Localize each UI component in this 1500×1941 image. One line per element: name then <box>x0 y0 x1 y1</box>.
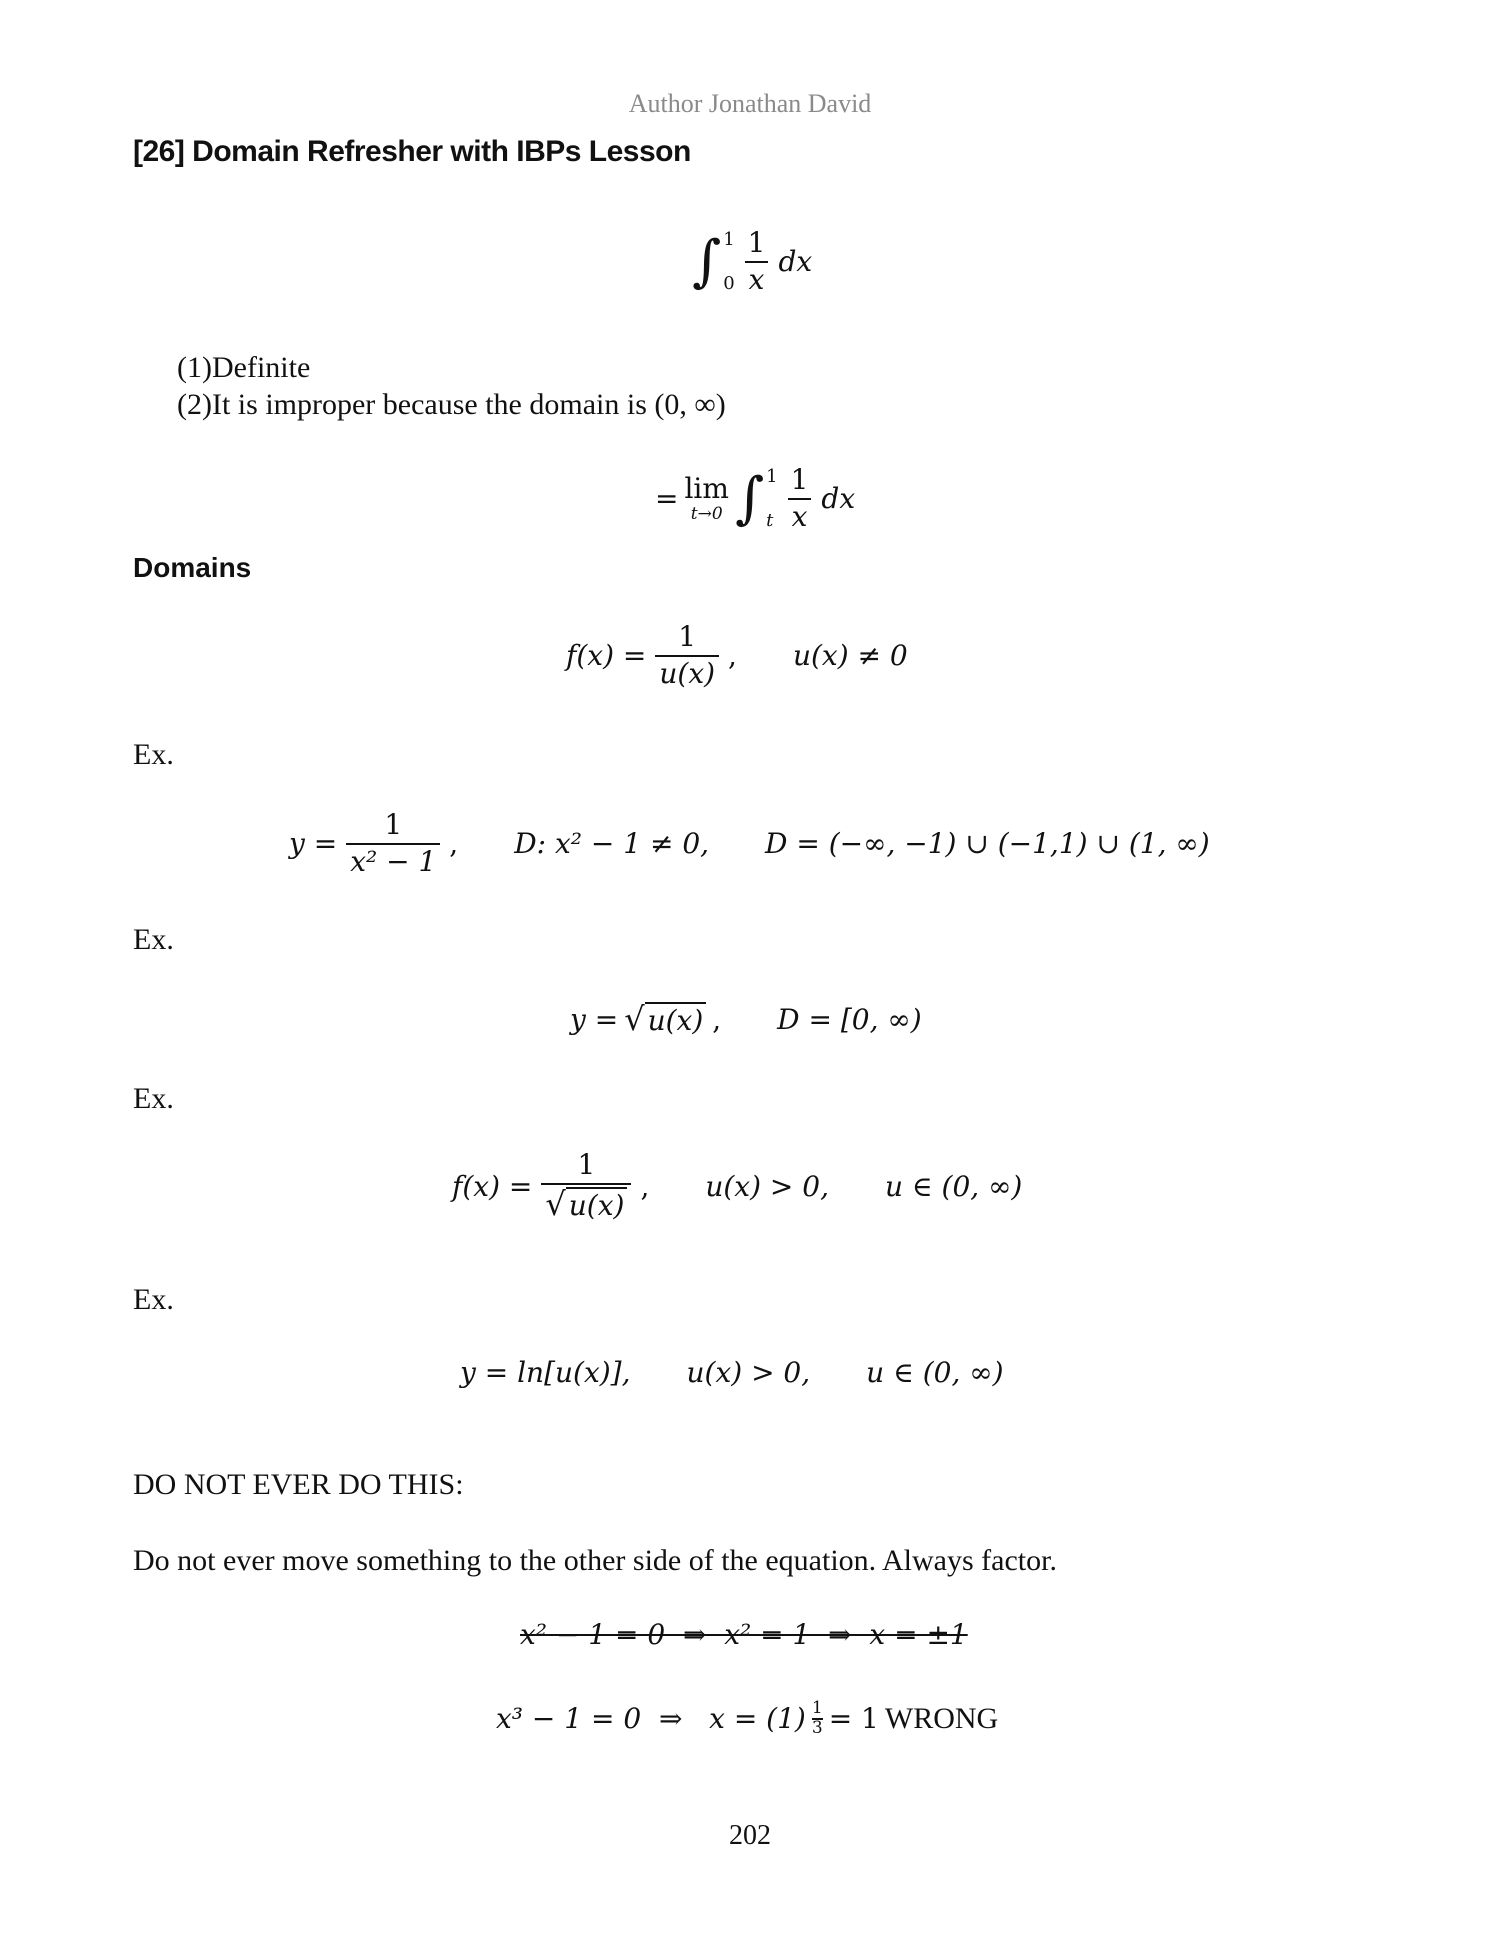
radicand: u(x) <box>566 1187 628 1223</box>
comma: , <box>449 827 459 861</box>
lesson-title: [26] Domain Refresher with IBPs Lesson <box>133 135 691 168</box>
rhs: = 1 <box>828 1702 879 1736</box>
integral-symbol: ∫ <box>734 465 765 531</box>
denominator: x <box>745 261 769 296</box>
note-2: (2)It is improper because the domain is (0, ∞) <box>177 388 726 421</box>
limit-operator <box>684 474 728 523</box>
integral-sign <box>692 230 735 294</box>
square-root <box>624 1002 706 1038</box>
condition: D: x² − 1 ≠ 0, <box>514 827 710 861</box>
domain: u ∈ (0, ∞) <box>885 1169 1023 1203</box>
domain: u ∈ (0, ∞) <box>866 1356 1004 1389</box>
fraction <box>655 622 719 690</box>
fraction <box>346 810 440 878</box>
fraction <box>744 228 770 296</box>
lhs: y = <box>289 827 338 861</box>
exponent-denominator: 3 <box>811 1717 823 1738</box>
struck-out-equation: x² − 1 = 0 ⇒ x² = 1 ⇒ x = ±1 <box>520 1618 968 1651</box>
wrong-equation <box>496 1700 998 1738</box>
integral-symbol: ∫ <box>692 228 722 294</box>
example-label: Ex. <box>133 923 174 956</box>
differential: dx <box>778 245 813 279</box>
numerator: 1 <box>790 463 809 496</box>
comma: , <box>712 1003 722 1037</box>
sqrt-symbol: √ <box>545 1185 566 1224</box>
radicand: u(x) <box>645 1002 707 1038</box>
exponent-numerator: 1 <box>811 1698 823 1718</box>
square-root <box>545 1187 627 1223</box>
page-header-author: Author Jonathan David <box>628 89 872 118</box>
integral-limits <box>766 467 777 531</box>
example-label: Ex. <box>133 1082 174 1115</box>
example-2 <box>570 1002 922 1038</box>
domains-heading: Domains <box>133 552 252 583</box>
denominator <box>541 1183 631 1223</box>
comma: , <box>728 639 737 673</box>
example-1 <box>289 810 1210 878</box>
lhs: f(x) = <box>452 1169 533 1203</box>
integral-limits <box>723 230 734 294</box>
numerator: 1 <box>678 620 697 653</box>
example-4 <box>460 1356 1004 1389</box>
example-label: Ex. <box>133 1283 174 1316</box>
lhs: y = <box>570 1003 619 1037</box>
lower-limit: 0 <box>723 272 735 294</box>
condition: u(x) > 0, <box>705 1169 829 1203</box>
limit-subscript: t→0 <box>690 503 723 524</box>
sqrt-symbol: √ <box>624 1000 645 1039</box>
denominator: u(x) <box>655 655 719 690</box>
exponent-fraction <box>812 1700 823 1738</box>
integral-expression <box>692 228 812 296</box>
lhs: f(x) = <box>566 639 647 673</box>
condition: u(x) > 0, <box>686 1356 811 1389</box>
differential: dx <box>821 482 856 516</box>
warning-text: DO NOT EVER DO THIS: <box>133 1468 464 1501</box>
example-3 <box>452 1150 1022 1222</box>
denominator: x² − 1 <box>346 843 440 878</box>
advice-text: Do not ever move something to the other side of the equation. Always factor. <box>133 1544 1057 1577</box>
fraction <box>541 1150 631 1222</box>
example-label: Ex. <box>133 738 174 771</box>
wrong-label: WRONG <box>884 1701 999 1735</box>
lim-text: lim <box>684 472 729 506</box>
rule-reciprocal <box>566 622 908 690</box>
expression: y = ln[u(x)], <box>460 1356 631 1389</box>
fraction <box>787 465 813 533</box>
lower-limit: t <box>766 509 774 531</box>
numerator: 1 <box>577 1148 596 1181</box>
numerator: 1 <box>384 808 403 841</box>
upper-limit: 1 <box>766 465 778 487</box>
condition: u(x) ≠ 0 <box>792 639 908 673</box>
integral-sign <box>735 467 778 531</box>
lhs: x³ − 1 = 0 ⇒ x = (1) <box>496 1702 806 1736</box>
upper-limit: 1 <box>723 228 735 250</box>
domain: D = [0, ∞) <box>777 1003 922 1037</box>
page-number: 202 <box>729 1820 771 1851</box>
equals-sign: = <box>655 482 679 516</box>
limit-expression <box>655 465 855 533</box>
note-1: (1)Definite <box>177 351 311 384</box>
domain: D = (−∞, −1) ∪ (−1,1) ∪ (1, ∞) <box>765 827 1210 861</box>
comma: , <box>640 1169 650 1203</box>
denominator: x <box>788 498 812 533</box>
numerator: 1 <box>747 226 766 259</box>
